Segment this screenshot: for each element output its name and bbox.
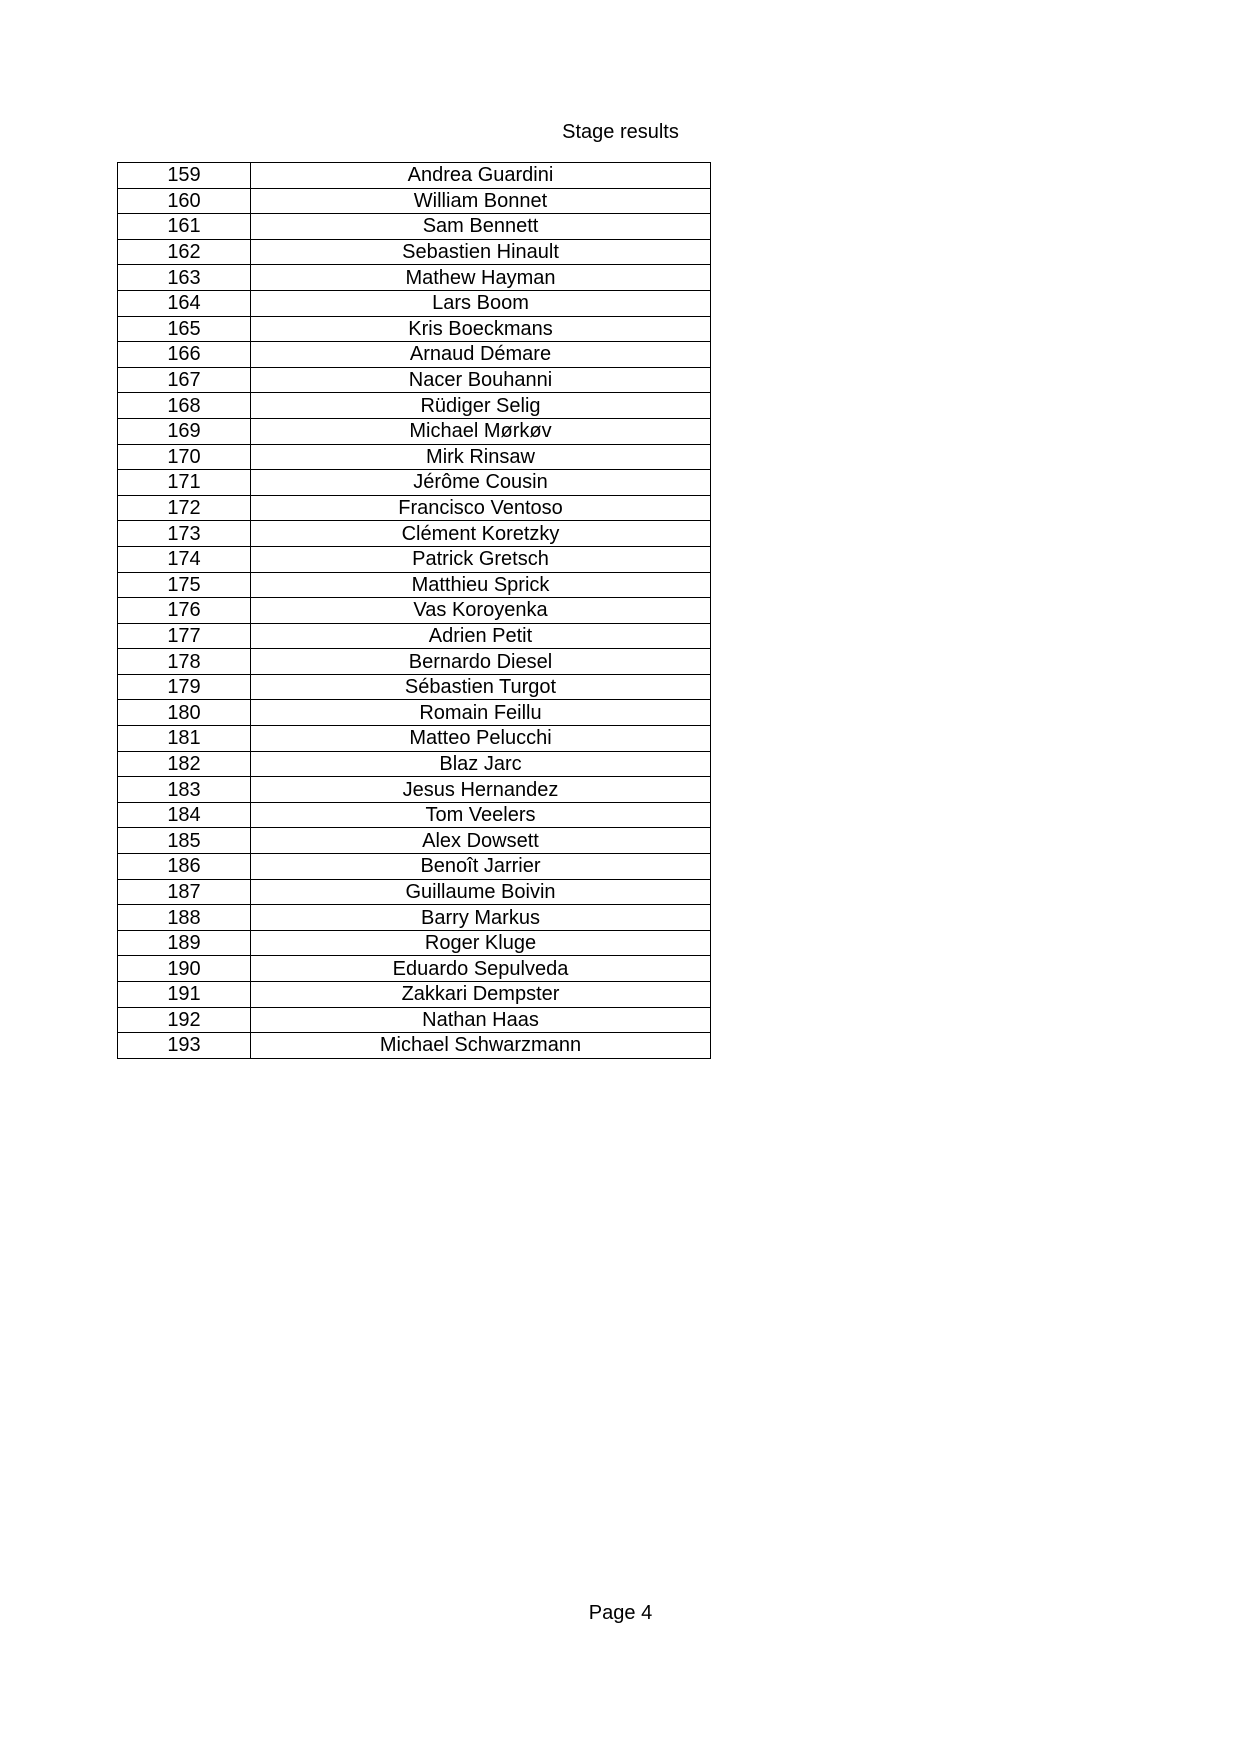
- table-row: [118, 598, 711, 624]
- position-cell: 190: [118, 956, 251, 982]
- rider-name-cell: Jérôme Cousin: [251, 470, 711, 496]
- table-row: [118, 393, 711, 419]
- rider-name-cell: Sébastien Turgot: [251, 674, 711, 700]
- rider-name-cell: Lars Boom: [251, 290, 711, 316]
- results-table: [117, 162, 711, 1059]
- position-cell: 183: [118, 777, 251, 803]
- position-cell: 179: [118, 674, 251, 700]
- position-cell: 174: [118, 546, 251, 572]
- position-cell: 180: [118, 700, 251, 726]
- position-cell: 173: [118, 521, 251, 547]
- table-row: [118, 546, 711, 572]
- table-row: [118, 495, 711, 521]
- rider-name-cell: Francisco Ventoso: [251, 495, 711, 521]
- rider-name-cell: Zakkari Dempster: [251, 982, 711, 1008]
- position-cell: 182: [118, 751, 251, 777]
- rider-name-cell: Mathew Hayman: [251, 265, 711, 291]
- position-cell: 176: [118, 598, 251, 624]
- rider-name-cell: Andrea Guardini: [251, 163, 711, 189]
- rider-name-cell: Bernardo Diesel: [251, 649, 711, 675]
- table-row: [118, 1007, 711, 1033]
- rider-name-cell: Arnaud Démare: [251, 342, 711, 368]
- table-row: [118, 1033, 711, 1059]
- rider-name-cell: Patrick Gretsch: [251, 546, 711, 572]
- table-row: [118, 418, 711, 444]
- position-cell: 164: [118, 290, 251, 316]
- rider-name-cell: Benoît Jarrier: [251, 854, 711, 880]
- table-row: [118, 367, 711, 393]
- rider-name-cell: Rüdiger Selig: [251, 393, 711, 419]
- position-cell: 193: [118, 1033, 251, 1059]
- position-cell: 191: [118, 982, 251, 1008]
- table-row: [118, 521, 711, 547]
- rider-name-cell: Barry Markus: [251, 905, 711, 931]
- position-cell: 168: [118, 393, 251, 419]
- table-row: [118, 239, 711, 265]
- rider-name-cell: Matteo Pelucchi: [251, 726, 711, 752]
- rider-name-cell: Matthieu Sprick: [251, 572, 711, 598]
- table-row: [118, 956, 711, 982]
- rider-name-cell: Mirk Rinsaw: [251, 444, 711, 470]
- rider-name-cell: Nacer Bouhanni: [251, 367, 711, 393]
- rider-name-cell: Vas Koroyenka: [251, 598, 711, 624]
- position-cell: 163: [118, 265, 251, 291]
- rider-name-cell: Alex Dowsett: [251, 828, 711, 854]
- table-row: [118, 316, 711, 342]
- rider-name-cell: Romain Feillu: [251, 700, 711, 726]
- table-row: [118, 777, 711, 803]
- position-cell: 185: [118, 828, 251, 854]
- rider-name-cell: William Bonnet: [251, 188, 711, 214]
- table-row: [118, 290, 711, 316]
- table-row: [118, 879, 711, 905]
- position-cell: 161: [118, 214, 251, 240]
- position-cell: 181: [118, 726, 251, 752]
- rider-name-cell: Kris Boeckmans: [251, 316, 711, 342]
- position-cell: 184: [118, 802, 251, 828]
- table-row: [118, 930, 711, 956]
- position-cell: 159: [118, 163, 251, 189]
- position-cell: 177: [118, 623, 251, 649]
- position-cell: 172: [118, 495, 251, 521]
- rider-name-cell: Nathan Haas: [251, 1007, 711, 1033]
- rider-name-cell: Adrien Petit: [251, 623, 711, 649]
- page-title: Stage results: [562, 121, 679, 143]
- table-row: [118, 674, 711, 700]
- table-row: [118, 982, 711, 1008]
- table-row: [118, 828, 711, 854]
- rider-name-cell: Clément Koretzky: [251, 521, 711, 547]
- position-cell: 166: [118, 342, 251, 368]
- rider-name-cell: Sebastien Hinault: [251, 239, 711, 265]
- position-cell: 165: [118, 316, 251, 342]
- table-row: [118, 188, 711, 214]
- table-row: [118, 163, 711, 189]
- table-row: [118, 726, 711, 752]
- rider-name-cell: Michael Schwarzmann: [251, 1033, 711, 1059]
- position-cell: 170: [118, 444, 251, 470]
- table-row: [118, 802, 711, 828]
- table-row: [118, 905, 711, 931]
- rider-name-cell: Eduardo Sepulveda: [251, 956, 711, 982]
- position-cell: 175: [118, 572, 251, 598]
- position-cell: 169: [118, 418, 251, 444]
- position-cell: 187: [118, 879, 251, 905]
- position-cell: 178: [118, 649, 251, 675]
- rider-name-cell: Guillaume Boivin: [251, 879, 711, 905]
- table-row: [118, 214, 711, 240]
- position-cell: 167: [118, 367, 251, 393]
- table-row: [118, 623, 711, 649]
- table-row: [118, 854, 711, 880]
- rider-name-cell: Michael Mørkøv: [251, 418, 711, 444]
- position-cell: 162: [118, 239, 251, 265]
- table-row: [118, 444, 711, 470]
- results-table-body: [118, 163, 711, 1059]
- position-cell: 171: [118, 470, 251, 496]
- position-cell: 160: [118, 188, 251, 214]
- rider-name-cell: Tom Veelers: [251, 802, 711, 828]
- table-row: [118, 572, 711, 598]
- position-cell: 189: [118, 930, 251, 956]
- rider-name-cell: Blaz Jarc: [251, 751, 711, 777]
- table-row: [118, 265, 711, 291]
- table-row: [118, 470, 711, 496]
- position-cell: 188: [118, 905, 251, 931]
- page-number: Page 4: [588, 1602, 653, 1624]
- position-cell: 186: [118, 854, 251, 880]
- position-cell: 192: [118, 1007, 251, 1033]
- rider-name-cell: Sam Bennett: [251, 214, 711, 240]
- table-row: [118, 342, 711, 368]
- rider-name-cell: Jesus Hernandez: [251, 777, 711, 803]
- table-row: [118, 751, 711, 777]
- table-row: [118, 649, 711, 675]
- table-row: [118, 700, 711, 726]
- rider-name-cell: Roger Kluge: [251, 930, 711, 956]
